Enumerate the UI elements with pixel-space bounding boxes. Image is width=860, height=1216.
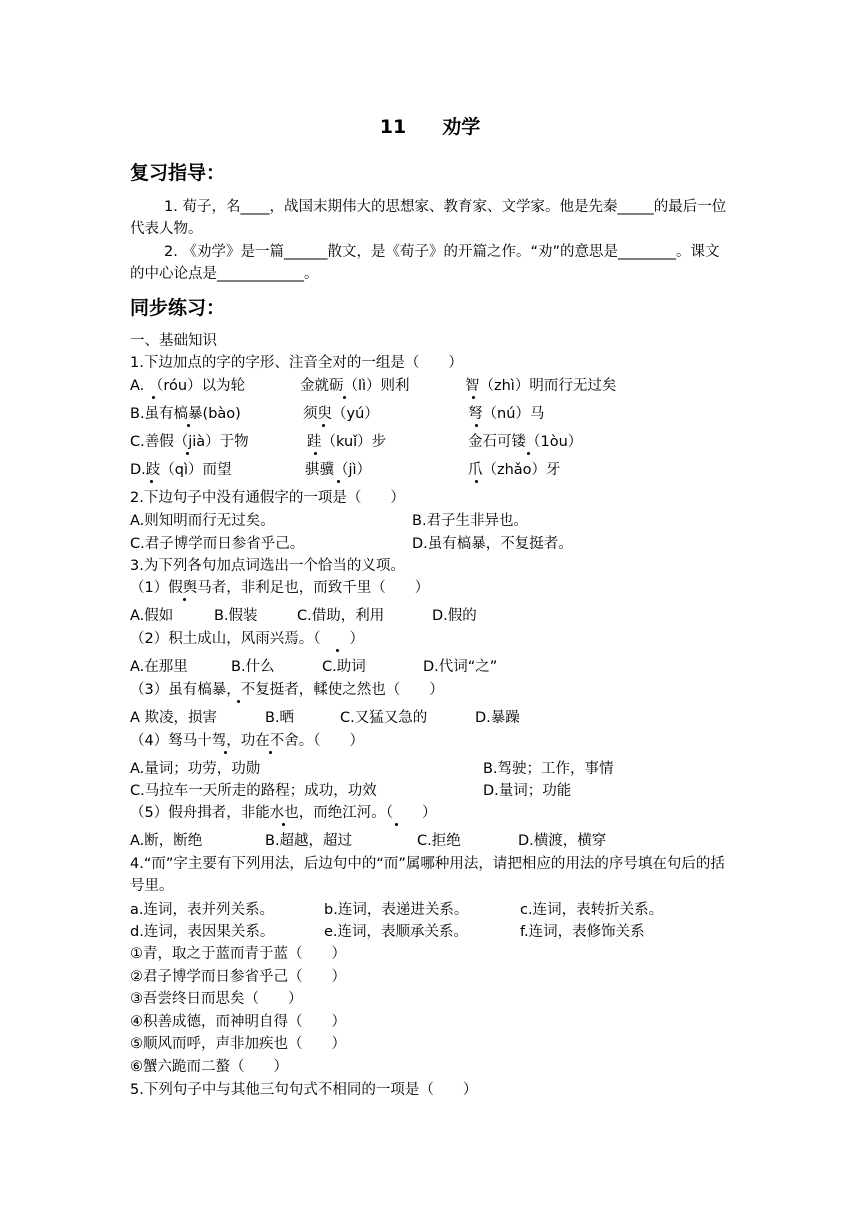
q4-usage-b: b.连词，表递进关系。 (324, 902, 469, 918)
q4-sentence-3: ③吾尝终日而思矣（ ） (130, 991, 303, 1007)
review-item-2: 2. 《劝学》是一篇______散文，是《荀子》的开篇之作。“劝”的意思是________。课文的中心论点是____________。 (130, 244, 720, 282)
emphasis-dot (336, 649, 339, 652)
q1-option-d-3: 爪（zhǎo）牙 (468, 462, 561, 478)
emphasis-dot (314, 452, 317, 455)
q3-item-1: （1）假舆马者，非利足也，而致千里（ ） (130, 580, 430, 596)
q1-option-c-2: 跬（kuǐ）步 (307, 434, 387, 450)
emphasis-dot (152, 396, 155, 399)
q3-1-option-d: D.假的 (432, 608, 477, 624)
q3-5-option-a: A.断，断绝 (130, 833, 203, 849)
q1-option-a-3: 智（zhì）明而行无过矣 (465, 378, 617, 394)
q2-option-a: A.则知明而行无过矣。 (130, 513, 275, 529)
q3-item-2: （2）积土成山，风雨兴焉。（ ） (130, 631, 364, 647)
emphasis-dot (472, 396, 475, 399)
q3-2-option-d: D.代词“之” (423, 659, 498, 675)
emphasis-dot (337, 480, 340, 483)
q3-3-option-d: D.暴躁 (475, 710, 520, 726)
q4-usage-d: d.连词，表因果关系。 (130, 924, 275, 940)
q3-1-option-c: C.借助，利用 (297, 608, 385, 624)
q3-3-option-a: A 欺凌，损害 (130, 710, 218, 726)
q4-usage-a: a.连词，表并列关系。 (130, 902, 274, 918)
q3-item-4: （4）驽马十驾，功在不舍。（ ） (130, 733, 364, 749)
emphasis-dot (527, 452, 530, 455)
q1-option-b-3: 弩（nú）马 (468, 406, 545, 422)
q3-4-option-c: C.马拉车一天所走的路程；成功，功效 (130, 783, 377, 799)
q3-5-option-c: C.拒绝 (417, 833, 461, 849)
question-1-stem: 1.下边加点的字的字形、注音全对的一组是（ ） (130, 355, 463, 371)
q1-option-c-3: 金石可镂（1òu） (468, 434, 583, 450)
emphasis-dot (475, 480, 478, 483)
review-item-1: 1. 荀子，名____，战国末期伟大的思想家、教育家、文学家。他是先秦_____的最后一位代表人物。 (130, 199, 727, 237)
emphasis-dot (150, 480, 153, 483)
emphasis-dot (475, 424, 478, 427)
lesson-name: 劝学 (442, 116, 481, 138)
q4-sentence-5: ⑤顺风而呼，声非加疾也（ ） (130, 1036, 346, 1052)
q1-option-b-1: B.虽有槁暴(bào) (130, 406, 241, 422)
q3-1-option-a: A.假如 (130, 608, 174, 624)
emphasis-dot (237, 700, 240, 703)
q4-sentence-6: ⑥蟹六跪而二螯（ ） (130, 1059, 288, 1075)
q3-2-option-a: A.在那里 (130, 659, 188, 675)
q3-2-option-c: C.助词 (322, 659, 366, 675)
emphasis-dot (224, 751, 227, 754)
q3-2-option-b: B.什么 (231, 659, 275, 675)
q2-option-c: C.君子博学而日参省乎己。 (130, 536, 305, 552)
emphasis-dot (187, 424, 190, 427)
q4-sentence-1: ①青，取之于蓝而青于蓝（ ） (130, 946, 346, 962)
q1-option-a-1: A. （róu）以为轮 (130, 378, 246, 394)
q3-4-option-a: A.量词；功劳，功勋 (130, 761, 261, 777)
q3-item-5: （5）假舟揖者，非能水也，而绝江河。（ ） (130, 805, 437, 821)
q4-sentence-2: ②君子博学而日参省乎己（ ） (130, 969, 346, 985)
emphasis-dot (282, 823, 285, 826)
q4-usage-f: f.连词，表修饰关系 (520, 924, 645, 940)
q1-option-c-1: C.善假（jià）于物 (130, 434, 249, 450)
q3-4-option-d: D.量词；功能 (483, 783, 572, 799)
review-heading: 复习指导： (130, 162, 226, 184)
q3-3-option-b: B.晒 (265, 710, 295, 726)
q1-option-d-1: D.跂（qì）而望 (130, 462, 232, 478)
q1-option-d-2: 骐骥（jì） (305, 462, 372, 478)
emphasis-dot (322, 424, 325, 427)
practice-heading: 同步练习： (130, 297, 226, 319)
page-title (0, 114, 860, 140)
q1-option-a-2: 金就砺（lì）则利 (300, 378, 410, 394)
emphasis-dot (343, 396, 346, 399)
q2-option-d: D.虽有槁暴，不复挺者。 (412, 536, 573, 552)
q3-5-option-d: D.横渡，横穿 (518, 833, 607, 849)
q3-item-3: （3）虽有槁暴，不复挺者，輮使之然也（ ） (130, 682, 444, 698)
q3-4-option-b: B.驾驶；工作，事情 (483, 761, 614, 777)
q4-sentence-4: ④积善成德，而神明自得（ ） (130, 1014, 346, 1030)
emphasis-dot (269, 751, 272, 754)
emphasis-dot (183, 598, 186, 601)
question-2-stem: 2.下边句子中没有通假字的一项是（ ） (130, 490, 405, 506)
q2-option-b: B.君子生非异也。 (412, 513, 529, 529)
q1-option-b-2: 须臾（yú） (303, 406, 379, 422)
lesson-number: 11 (379, 116, 407, 138)
question-4-stem: 4.“而”字主要有下列用法，后边句中的“而”属哪种用法，请把相应的用法的序号填在句后的括号里。 (130, 856, 725, 894)
q3-5-option-b: B.超越，超过 (265, 833, 353, 849)
emphasis-dot (186, 452, 189, 455)
q3-1-option-b: B.假装 (214, 608, 258, 624)
q4-usage-e: e.连词，表顺承关系。 (324, 924, 469, 940)
q4-usage-c: c.连词，表转折关系。 (520, 902, 664, 918)
question-5-stem: 5.下列句子中与其他三句句式不相同的一项是（ ） (130, 1082, 478, 1098)
question-3-stem: 3.为下列各句加点词选出一个恰当的义项。 (130, 558, 405, 574)
q3-3-option-c: C.又猛又急的 (340, 710, 428, 726)
basics-heading: 一、基础知识 (130, 333, 217, 349)
emphasis-dot (395, 823, 398, 826)
